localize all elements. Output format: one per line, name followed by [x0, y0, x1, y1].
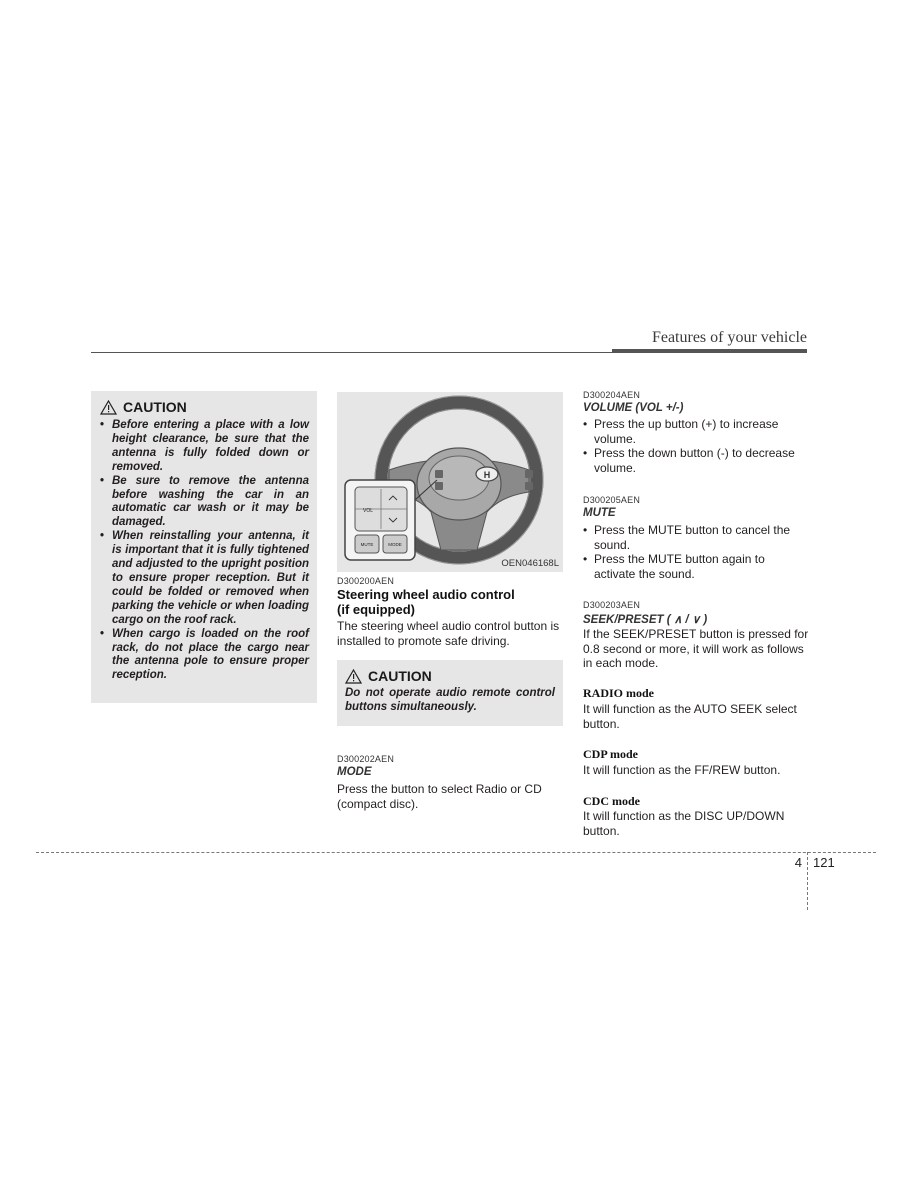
caution-heading [345, 668, 555, 684]
caution-label: CAUTION [368, 668, 432, 684]
cdc-mode-heading: CDC mode [583, 794, 640, 808]
steering-wheel-illustration [337, 392, 563, 572]
caution-text: Do not operate audio remote control buttons simultaneously. [345, 687, 555, 713]
caution-item: • When reinstalling your antenna, it is important that it is fully tightened and adjusted to the upright position to ensure proper reception. But it could be folded or removed when parking the vehicle or when loading cargo on the roof rack. [100, 530, 309, 627]
chapter-number: 4 [794, 855, 802, 870]
seek-subhead: SEEK/PRESET ( ∧ / ∨ ) [583, 614, 708, 626]
steering-wheel-figure [337, 392, 563, 572]
volume-list [583, 417, 809, 475]
svg-text:H: H [483, 470, 491, 480]
radio-mode-body: It will function as the AUTO SEEK select button. [583, 702, 797, 731]
steering-heading-line1: Steering wheel audio control [337, 587, 515, 602]
mode-button-label: MODE [388, 542, 402, 547]
vol-button-label: VOL [362, 508, 374, 514]
mute-list [583, 523, 809, 581]
section-code: D300204AEN [583, 390, 641, 400]
mute-button-label: MUTE [360, 542, 374, 547]
steering-heading-line2: (if equipped) [337, 602, 415, 617]
steering-heading [337, 587, 563, 617]
section-code: D300202AEN [337, 754, 395, 764]
cdp-mode-body: It will function as the FF/REW button. [583, 763, 781, 777]
radio-mode-heading: RADIO mode [583, 686, 654, 700]
caution-item: • Before entering a place with a low height clearance, be sure that the antenna is fully folded down or removed. [100, 419, 309, 475]
caution-item: • Be sure to remove the antenna before washing the car in an automatic car wash or it may be damaged. [100, 475, 309, 531]
steering-body: The steering wheel audio control button is installed to promote safe driving. [337, 619, 560, 648]
section-title: Features of your vehicle [651, 329, 807, 346]
mute-subhead: MUTE [583, 507, 616, 519]
volume-item: • Press the up button (+) to increase volume. [583, 417, 809, 446]
caution-heading [100, 399, 309, 415]
volume-subhead: VOLUME (VOL +/-) [583, 402, 684, 414]
mute-item: • Press the MUTE button to cancel the sound. [583, 523, 809, 552]
page-number: 121 [813, 855, 835, 870]
warning-icon [100, 400, 117, 415]
mute-item: • Press the MUTE button again to activate the sound. [583, 552, 809, 581]
caution-list [100, 419, 309, 683]
section-code: D300203AEN [583, 600, 641, 610]
caution-label: CAUTION [123, 399, 187, 415]
antenna-caution-box [91, 391, 317, 703]
cdp-mode-heading: CDP mode [583, 747, 638, 761]
mode-subhead: MODE [337, 766, 372, 778]
caution-item: • When cargo is loaded on the roof rack, do not place the cargo near the antenna pole to ensure proper reception. [100, 628, 309, 684]
section-code: D300200AEN [337, 576, 395, 586]
seek-body: If the SEEK/PRESET button is pressed for 0.8 second or more, it will work as follows in each mode. [583, 627, 809, 671]
remote-caution-box [337, 660, 563, 726]
mode-body: Press the button to select Radio or CD (compact disc). [337, 782, 542, 811]
cdc-mode-body: It will function as the DISC UP/DOWN button. [583, 809, 785, 838]
figure-code: OEN046168L [501, 558, 559, 569]
footer-divider [807, 852, 808, 910]
warning-icon [345, 669, 362, 684]
section-code: D300205AEN [583, 495, 641, 505]
footer-rule [36, 852, 876, 853]
header-rule-accent [612, 349, 807, 353]
volume-item: • Press the down button (-) to decrease volume. [583, 446, 809, 475]
